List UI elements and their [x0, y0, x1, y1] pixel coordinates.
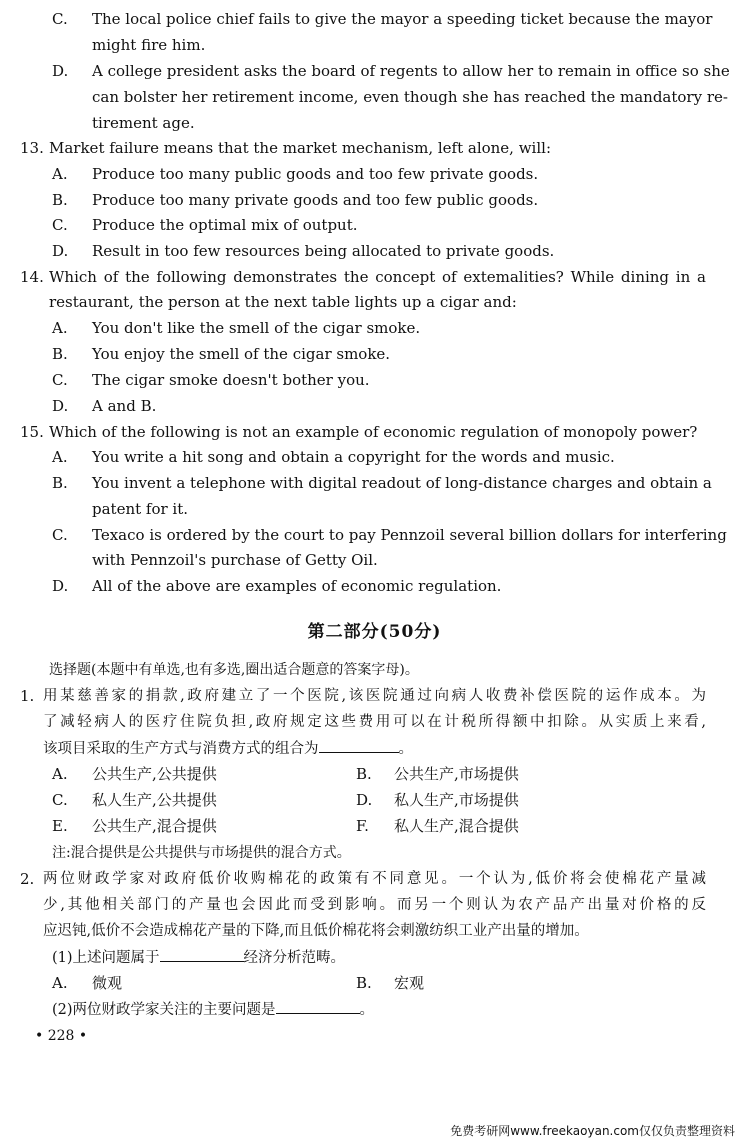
q14-option-a-text: You don't like the smell of the cigar smoke. [92, 319, 421, 337]
p2-q1-stem-line1: 用某慈善家的捐款,政府建立了一个医院,该医院通过向病人收费补偿医院的运作成本。为 [43, 688, 706, 704]
q12-option-d-line2: can bolster her retirement income, even though she has reached the mandatory re- [92, 88, 728, 106]
q15-number: 15. [20, 423, 44, 441]
p2-q2-sub2-suffix: 。 [359, 1002, 375, 1018]
q15-option-b-line1: You invent a telephone with digital readout of long-distance charges and obtain a [92, 474, 712, 492]
q15-option-b-line2: patent for it. [92, 500, 189, 518]
p2-q2-sub1-option-a-letter: A. [52, 974, 68, 992]
q12-option-d-line3: tirement age. [92, 114, 195, 132]
p2-q2-sub1-option-b-letter: B. [356, 974, 372, 992]
q13-option-b-text: Produce too many private goods and too few public goods. [92, 191, 539, 209]
part2-title: 第二部分(50分) [307, 622, 442, 642]
q14-option-c-letter: C. [52, 371, 68, 389]
p2-q1-note: 注:混合提供是公共提供与市场提供的混合方式。 [52, 845, 351, 861]
p2-q1-option-a-letter: A. [52, 765, 68, 783]
p2-q1-option-e-text: 公共生产,混合提供 [92, 817, 217, 835]
p2-q1-option-f-letter: F. [356, 817, 369, 835]
q15-option-c-letter: C. [52, 526, 68, 544]
q15-stem: Which of the following is not an example of economic regulation of monopoly power? [49, 423, 698, 441]
q13-number: 13. [20, 139, 44, 157]
q14-option-a-letter: A. [52, 319, 68, 337]
p2-q2-sub1 [52, 947, 345, 968]
q12-option-c-line2: might fire him. [92, 36, 206, 54]
q13-option-d-letter: D. [52, 242, 69, 260]
q12-option-d-line1: A college president asks the board of regents to allow her to remain in office so she [92, 62, 730, 80]
q12-option-c-letter: C. [52, 10, 68, 28]
p2-q1-option-d-text: 私人生产,市场提供 [394, 791, 519, 809]
p2-q1-option-c-letter: C. [52, 791, 68, 809]
q13-option-a-text: Produce too many public goods and too few private goods. [92, 165, 539, 183]
q15-option-a-line1: You write a hit song and obtain a copyright for the words and music. [92, 448, 615, 466]
q15-option-d-line1: All of the above are examples of economic regulation. [92, 577, 502, 595]
q14-option-d-letter: D. [52, 397, 69, 415]
p2-q1-option-b-text: 公共生产,市场提供 [394, 765, 519, 783]
p2-q1-stem-line3 [43, 738, 413, 759]
q14-option-d-text: A and B. [92, 397, 157, 415]
p2-q1-option-a-text: 公共生产,公共提供 [92, 765, 217, 783]
page-number: • 228 • [35, 1028, 88, 1044]
p2-q2-stem-line2: 少,其他相关部门的产量也会因此而受到影响。而另一个则认为农产品产出量对价格的反 [43, 897, 706, 913]
q14-option-b-text: You enjoy the smell of the cigar smoke. [92, 345, 391, 363]
p2-q2-sub2-blank[interactable] [276, 999, 360, 1014]
q14-option-b-letter: B. [52, 345, 68, 363]
p2-q2-sub2 [52, 999, 374, 1020]
q14-option-c-text: The cigar smoke doesn't bother you. [92, 371, 370, 389]
q15-option-d-letter: D. [52, 577, 69, 595]
p2-q1-option-b-letter: B. [356, 765, 372, 783]
q14-number: 14. [20, 268, 44, 286]
q13-option-d-text: Result in too few resources being allocated to private goods. [92, 242, 555, 260]
q13-option-b-letter: B. [52, 191, 68, 209]
p2-q1-answer-blank[interactable] [319, 738, 399, 753]
p2-q1-stem-line3-text: 该项目采取的生产方式与消费方式的组合为 [43, 741, 319, 757]
p2-q2-sub1-option-a-text: 微观 [92, 974, 123, 992]
q15-option-a-letter: A. [52, 448, 68, 466]
q14-stem-line2: restaurant, the person at the next table lights up a cigar and: [49, 293, 517, 311]
p2-q2-sub2-prefix: (2)两位财政学家关注的主要问题是 [52, 1002, 276, 1018]
q12-option-d-letter: D. [52, 62, 69, 80]
p2-q2-sub1-prefix: (1)上述问题属于 [52, 950, 160, 966]
p2-q1-option-d-letter: D. [356, 791, 373, 809]
q15-option-b-letter: B. [52, 474, 68, 492]
p2-q1-number: 1. [20, 687, 35, 705]
p2-q2-stem-line1: 两位财政学家对政府低价收购棉花的政策有不同意见。一个认为,低价将会使棉花产量减 [43, 871, 706, 887]
p2-q1-stem-line2: 了减轻病人的医疗住院负担,政府规定这些费用可以在计税所得额中扣除。从实质上来看, [43, 714, 706, 730]
q15-option-c-line1: Texaco is ordered by the court to pay Pennzoil several billion dollars for interfering [92, 526, 727, 544]
footer-watermark: 免费考研网www.freekaoyan.com仅仅负责整理资料 [450, 1124, 735, 1138]
q13-option-c-text: Produce the optimal mix of output. [92, 216, 358, 234]
p2-q2-number: 2. [20, 870, 35, 888]
p2-q2-sub1-suffix: 经济分析范畴。 [243, 950, 346, 966]
p2-q1-option-e-letter: E. [52, 817, 68, 835]
p2-q2-sub1-option-b-text: 宏观 [394, 974, 425, 992]
part2-instructions: 选择题(本题中有单选,也有多选,圈出适合题意的答案字母)。 [49, 662, 419, 678]
q15-option-c-line2: with Pennzoil's purchase of Getty Oil. [92, 551, 378, 569]
q13-option-a-letter: A. [52, 165, 68, 183]
p2-q1-stem-end: 。 [398, 741, 413, 757]
p2-q2-stem-line3: 应迟钝,低价不会造成棉花产量的下降,而且低价棉花将会刺激纺织工业产出量的增加。 [43, 923, 589, 939]
q13-stem: Market failure means that the market mechanism, left alone, will: [49, 139, 552, 157]
q13-option-c-letter: C. [52, 216, 68, 234]
q12-option-c-line1: The local police chief fails to give the mayor a speeding ticket because the mayor [92, 10, 713, 28]
q14-stem-line1: Which of the following demonstrates the concept of extemalities? While dining in a [49, 268, 706, 286]
p2-q1-option-f-text: 私人生产,混合提供 [394, 817, 519, 835]
p2-q1-option-c-text: 私人生产,公共提供 [92, 791, 217, 809]
p2-q2-sub1-blank[interactable] [160, 947, 244, 962]
